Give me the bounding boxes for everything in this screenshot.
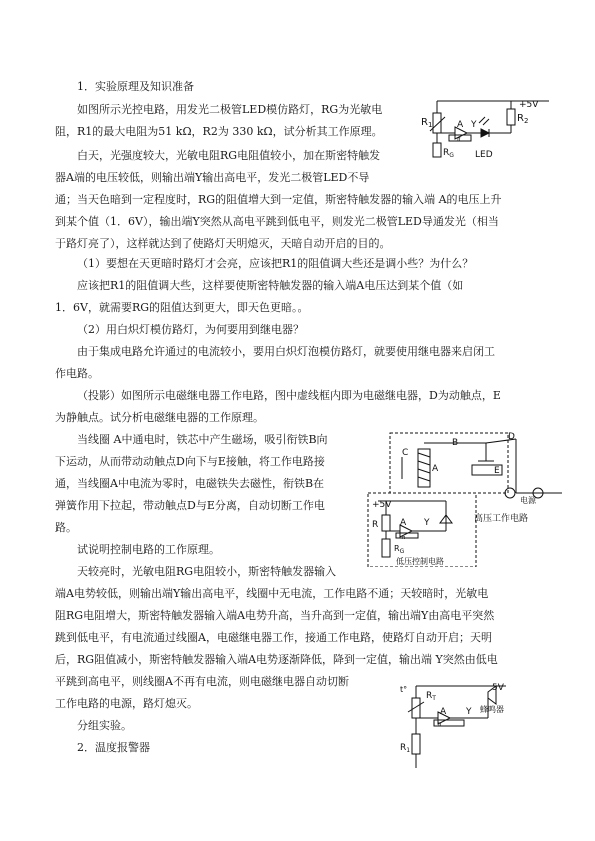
paragraph-line: 通，当线圈A中电流为零时，电磁铁失去磁性，衔铁B在 xyxy=(55,477,325,490)
paragraph-line: 白天，光强度较大，光敏电阻RG电阻值较小，加在斯密特触发 xyxy=(77,149,381,162)
contact-d-label: D xyxy=(508,432,515,442)
light-control-circuit-figure xyxy=(415,95,555,161)
control-circuit-label: 低压控制电路 xyxy=(396,557,444,566)
rt-label: $R_T$ xyxy=(426,691,436,702)
paragraph-line: （投影）如图所示电磁继电器工作电路，图中虚线框内即为电磁继电器，D为动触点，E xyxy=(77,389,501,402)
paragraph-line: 平跳到高电平，则线圈A不再有电流，则电磁继电器自动切断 xyxy=(55,675,349,688)
paragraph-line: 应该把R1的阻值调大些，这样要使斯密特触发器的输入端A电压达到某个值（如 xyxy=(77,279,464,292)
paragraph-line: 跳到低电平，有电流通过线圈A，电磁继电器工作，接通工作电路，使路灯自动开启；天明 xyxy=(55,631,492,644)
gate-a-label: A xyxy=(440,707,447,717)
question-line: （2）用白炽灯模仿路灯，为何要用到继电器？ xyxy=(77,323,304,336)
spring-c-label: C xyxy=(402,448,409,458)
paragraph-line: 端A电势较低，则输出端Y输出高电平，线圈中无电流，工作电路不通；天较暗时，光敏电 xyxy=(55,587,489,600)
paragraph-line: 于路灯亮了），这样就达到了使路灯天明熄灭，天暗自动开启的目的。 xyxy=(55,237,391,250)
gate-y-label: Y xyxy=(424,518,430,528)
paragraph-line: 通；当天色暗到一定程度时，RG的阻值增大到一定值，斯密特触发器的输入端 A的电压上升 xyxy=(55,193,502,206)
rg-label: $R_G$ xyxy=(443,148,454,159)
paragraph-line: 阻RG电阻增大，斯密特触发器输入端A电势升高，当升高到一定值，输出端Y由高电平突然 xyxy=(55,609,495,622)
coil-a-label: A xyxy=(432,464,439,474)
light-control-circuit-diagram xyxy=(415,95,555,161)
paragraph-line: 当线圈 A中通电时，铁芯中产生磁场，吸引衔铁B向 xyxy=(77,433,328,446)
temperature-alarm-figure xyxy=(396,678,526,770)
ic-symbol: π xyxy=(402,535,406,541)
paragraph-line: 后，RG阻值减小，斯密特触发器输入端A电势逐渐降低，降到一定值，输出端 Y突然由低电 xyxy=(55,653,498,666)
paragraph-line: 器A端的电压较低，则输出端Y输出高电平，发光二极管LED不导 xyxy=(55,171,370,184)
r2-label: $R_2$ xyxy=(517,113,529,125)
vcc-label: +5V xyxy=(372,500,392,510)
question-line: （1）要想在天更暗时路灯才会亮，应该把R1的阻值调大些还是调小些？为什么？ xyxy=(77,257,474,270)
pin-y-label: Y xyxy=(471,120,477,130)
r1-label: $R_1$ xyxy=(421,117,433,129)
paragraph-line: 试说明控制电路的工作原理。 xyxy=(77,543,220,556)
relay-circuit-figure xyxy=(366,431,566,567)
paragraph-line: 到某个值（1．6V），输出端Y突然从高电平跳到低电平，则发光二极管LED导通发光（相当 xyxy=(55,215,499,228)
led-label: LED xyxy=(475,150,493,160)
rg-label: $R_G$ xyxy=(394,544,405,555)
paragraph-line: 路。 xyxy=(55,521,77,534)
paragraph-line: 如图所示光控电路，用发光二极管LED模仿路灯，RG为光敏电 xyxy=(77,103,383,116)
gate-a-label: A xyxy=(400,518,407,528)
pin-a-label: A xyxy=(457,120,464,130)
contact-e-label: E xyxy=(494,466,500,476)
paragraph-line: 分组实验。 xyxy=(77,719,132,732)
paragraph-line: 为静触点。试分析电磁继电器的工作原理。 xyxy=(55,411,264,424)
work-circuit-label: 高压工作电路 xyxy=(474,514,529,524)
ic-symbol: π xyxy=(438,721,442,728)
paragraph-line: 下运动，从而带动动触点D向下与E接触，将工作电路接 xyxy=(55,455,325,468)
temperature-alarm-diagram xyxy=(396,678,526,770)
paragraph-line: 由于集成电路允许通过的电流较小，要用白炽灯泡模仿路灯，就要使用继电器来启闭工 xyxy=(77,345,495,358)
vcc-label: 5V xyxy=(492,683,504,693)
paragraph-line: 作电路。 xyxy=(55,367,99,380)
buzzer-label: 蜂鸣器 xyxy=(480,705,504,714)
section-heading: 1．实验原理及知识准备 xyxy=(77,80,194,93)
vcc-label: +5V xyxy=(519,100,539,110)
r1-label: $R_1$ xyxy=(400,743,411,754)
paragraph-line: 工作电路的电源，路灯熄灭。 xyxy=(55,697,198,710)
paragraph-line: 弹簧作用下拉起，带动触点D与E分离，自动切断工作电 xyxy=(55,499,325,512)
temperature-symbol: t° xyxy=(400,685,408,694)
power-source-label: 电源 xyxy=(520,496,536,505)
paragraph-line: 1．6V，就需要RG的阻值达到更大，即天色更暗。。 xyxy=(55,301,309,314)
ic-symbol: π xyxy=(457,136,461,143)
gate-y-label: Y xyxy=(466,707,472,717)
r-label: R xyxy=(372,520,379,530)
paragraph-line: 阻，R1的最大电阻为51 kΩ，R2为 330 kΩ，试分析其工作原理。 xyxy=(55,125,383,138)
paragraph-line: 天较亮时，光敏电阻RG电阻较小，斯密特触发器输入 xyxy=(77,565,337,578)
armature-b-label: B xyxy=(452,438,459,448)
subsection-heading: 2．温度报警器 xyxy=(77,741,150,754)
relay-circuit-diagram xyxy=(366,431,566,567)
